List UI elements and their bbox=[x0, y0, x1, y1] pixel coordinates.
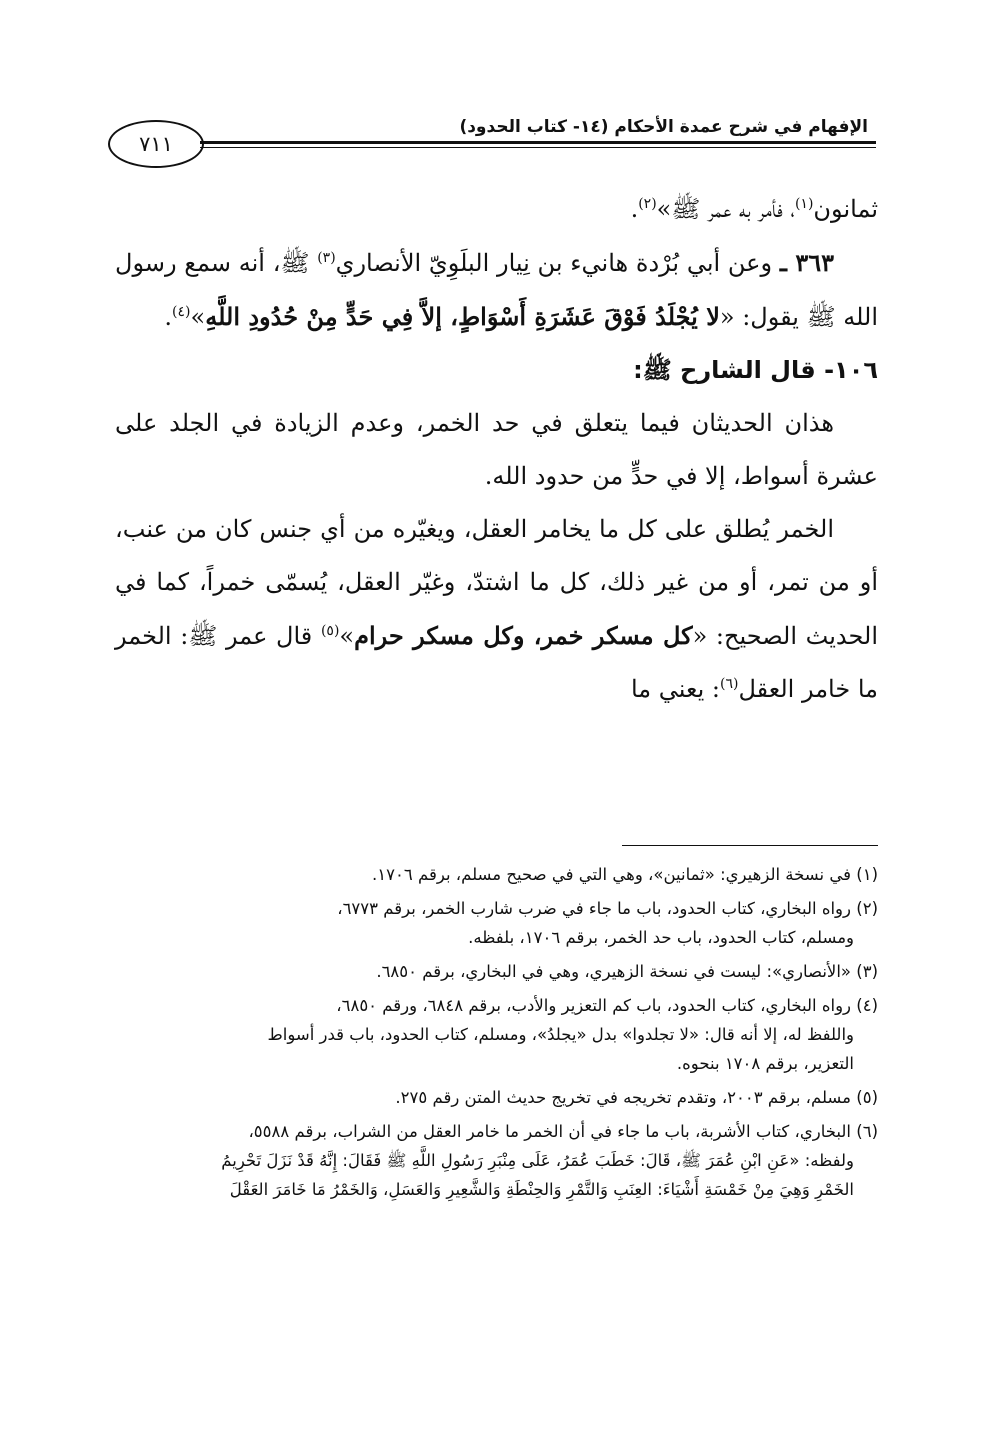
text-span: . bbox=[164, 303, 173, 331]
text-span: الخمر يُطلق على كل ما يخامر العقل، ويغيّره من أي جنس كان من عنب، أو من تمر، أو من غير ذلك، كل ما اشتدّ، وغيّر العقل، يُسمّى خمراً، كما في الحديث الصحيح: « bbox=[115, 515, 878, 650]
hadith-text: لا يُجْلَدُ فَوْقَ عَشَرَةِ أَسْوَاطٍ، إلاَّ فِي حَدٍّ مِنْ حُدُودِ اللَّهِ bbox=[205, 302, 720, 331]
footnote-ref-6: (٦) bbox=[719, 676, 739, 692]
footnote-1: (١) في نسخة الزهيري: «ثمانين»، وهي التي في صحيح مسلم، برقم ١٧٠٦. bbox=[372, 865, 878, 884]
header-rule-thick bbox=[200, 141, 876, 144]
main-text bbox=[115, 183, 878, 716]
footnote-separator bbox=[622, 845, 878, 846]
footnote-line: ومسلم، كتاب الحدود، باب حد الخمر، برقم ١٧٠٦، بلفظه. bbox=[468, 928, 854, 947]
footnote-line: (٤) رواه البخاري، كتاب الحدود، باب كم التعزير والأدب، برقم ٦٨٤٨، ورقم ٦٨٥٠، bbox=[336, 996, 878, 1015]
text-span: ﷺ، أنه سمع رسول الله ﷺ يقول: « bbox=[115, 249, 878, 331]
text-span: » bbox=[190, 303, 206, 331]
footnote-line: الخَمْرِ وَهِيَ مِنْ خَمْسَةِ أَشْيَاءَ: العِنَبِ وَالتَّمْرِ وَالحِنْطَةِ وَالشَّعِيرِ وَالعَسَلِ، وَالخَمْرُ مَا خَامَرَ العَقْلَ bbox=[229, 1180, 854, 1199]
header-rule-thin bbox=[200, 147, 876, 148]
footnote-line: (٢) رواه البخاري، كتاب الحدود، باب ما جاء في ضرب شارب الخمر، برقم ٦٧٧٣، bbox=[337, 899, 878, 918]
text-span: ، فأمر به عمر ﷺ» bbox=[656, 195, 795, 223]
text-span: . bbox=[630, 195, 639, 223]
paragraph-4 bbox=[115, 503, 878, 716]
footnote-2 bbox=[115, 894, 878, 952]
footnote-ref-4: (٤) bbox=[172, 304, 191, 320]
paragraph-3: هذان الحديثان فيما يتعلق في حد الخمر، وعدم الزيادة في الجلد على عشرة أسواط، إلا في حدٍّ من حدود الله. bbox=[115, 409, 878, 490]
footnote-5: (٥) مسلم، برقم ٢٠٠٣، وتقدم تخريجه في تخريج حديث المتن رقم ٢٧٥. bbox=[395, 1088, 878, 1107]
text-span: : يعني ما bbox=[630, 675, 720, 703]
footnote-3: (٣) «الأنصاري»: ليست في نسخة الزهيري، وهي في البخاري، برقم ٦٨٥٠. bbox=[376, 962, 878, 981]
running-header-title: الإفهام في شرح عمدة الأحكام (١٤- كتاب الحدود) bbox=[459, 117, 868, 137]
text-span: قال عمر ﷺ: الخمر ما خامر العقل bbox=[115, 622, 878, 703]
page-number: ٧١١ bbox=[108, 120, 204, 168]
footnotes bbox=[115, 860, 878, 1209]
footnote-line: التعزير، برقم ١٧٠٨ بنحوه. bbox=[676, 1054, 854, 1073]
footnote-ref-5: (٥) bbox=[320, 623, 340, 639]
text-span: ثمانون bbox=[813, 195, 878, 223]
hadith-quote: كل مسكر خمر، وكل مسكر حرام bbox=[354, 621, 693, 650]
footnote-ref-3: (٣) bbox=[317, 250, 336, 266]
hadith-number: ٣٦٣ ـ bbox=[779, 248, 834, 277]
text-span: » bbox=[339, 622, 355, 650]
section-heading: ١٠٦- قال الشارح ﷺ: bbox=[633, 356, 878, 384]
footnote-line: ولفظه: «عَنِ ابْنِ عُمَرَ ﷺ، قَالَ: خَطَبَ عُمَرُ، عَلَى مِنْبَرِ رَسُولِ اللَّهِ ﷺ فَقَالَ: إِنَّهُ قَدْ نَزَلَ تَحْرِيمُ bbox=[221, 1151, 854, 1170]
footnote-4 bbox=[115, 991, 878, 1078]
footnote-line: (٦) البخاري، كتاب الأشربة، باب ما جاء في أن الخمر ما خامر العقل من الشراب، برقم ٥٥٨٨، bbox=[248, 1122, 878, 1141]
footnote-ref-1: (١) bbox=[794, 196, 814, 212]
footnote-6 bbox=[115, 1117, 878, 1204]
paragraph-1 bbox=[115, 183, 878, 236]
paragraph-hadith-363 bbox=[115, 236, 878, 344]
text-span: وعن أبي بُرْدة هانيء بن نِيار البلَوِيّ الأنصاري bbox=[335, 249, 773, 277]
footnote-line: واللفظ له، إلا أنه قال: «لا تجلدوا» بدل «يجلدُ»، ومسلم، كتاب الحدود، باب قدر أسواط bbox=[267, 1025, 854, 1044]
footnote-ref-2: (٢) bbox=[638, 196, 657, 212]
